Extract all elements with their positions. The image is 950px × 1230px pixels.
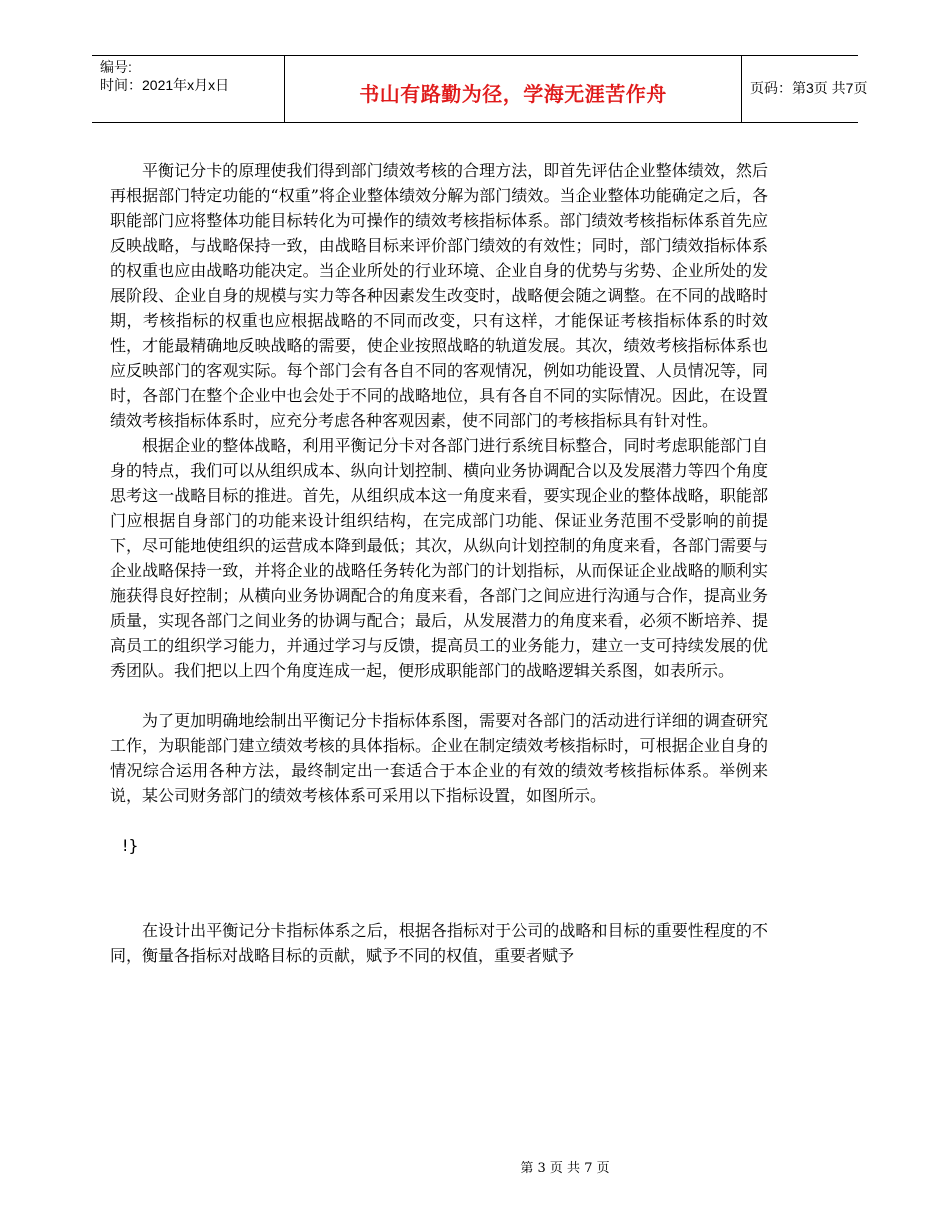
page-footer: 第 3 页 共 7 页 — [520, 1161, 610, 1176]
spacer — [110, 808, 768, 833]
paragraph: 平衡记分卡的原理使我们得到部门绩效考核的合理方法，即首先评估企业整体绩效，然后再根据部门特定功能的“权重”将企业整体绩效分解为部门绩效。当企业整体功能确定之后，各职能部门应将整体功能目标转化为可操作的绩效考核指标体系。部门绩效考核指标体系首先应反映战略，与战略保持一致，由战略目标来评价部门绩效的有效性；同时，部门绩效指标体系的权重也应由战略功能决定。当企业所处的行业环境、企业自身的优势与劣势、企业所处的发展阶段、企业自身的规模与实力等各种因素发生改变时，战略便会随之调整。在不同的战略时期，考核指标的权重也应根据战略的不同而改变，只有这样，才能保证考核指标体系的时效性，才能最精确地反映战略的需要，使企业按照战略的轨道发展。其次，绩效考核指标体系也应反映部门的客观实际。每个部门会有各自不同的客观情况，例如功能设置、人员情况等，同时，各部门在整个企业中也会处于不同的战略地位，具有各自不同的实际情况。因此，在设置绩效考核指标体系时，应充分考虑各种客观因素，使不同部门的考核指标具有针对性。 — [110, 161, 768, 430]
header-page-number: 页码：第3页 共7页 — [750, 80, 868, 96]
paragraph: 为了更加明确地绘制出平衡记分卡指标体系图，需要对各部门的活动进行详细的调查研究工作，为职能部门建立绩效考核的具体指标。企业在制定绩效考核指标时，可根据企业自身的情况综合运用各种方法，最终制定出一套适合于本企业的有效的绩效考核指标体系。举例来说，某公司财务部门的绩效考核体系可采用以下指标设置，如图所示。 — [110, 711, 768, 805]
spacer — [110, 858, 768, 918]
header-meta-cell — [92, 56, 285, 122]
paragraph: 在设计出平衡记分卡指标体系之后，根据各指标对于公司的战略和目标的重要性程度的不同，衡量各指标对战略目标的贡献，赋予不同的权值，重要者赋予 — [110, 921, 768, 965]
document-body — [110, 158, 768, 968]
motto-text: 书山有路勤为径，学海无涯苦作舟 — [359, 82, 667, 106]
page-header — [92, 55, 868, 123]
header-motto-cell — [285, 56, 742, 122]
paragraph: 根据企业的整体战略，利用平衡记分卡对各部门进行系统目标整合，同时考虑职能部门自身的特点，我们可以从组织成本、纵向计划控制、横向业务协调配合以及发展潜力等四个角度思考这一战略目标的推进。首先，从组织成本这一角度来看，要实现企业的整体战略，职能部门应根据自身部门的功能来设计组织结构，在完成部门功能、保证业务范围不受影响的前提下，尽可能地使组织的运营成本降到最低；其次，从纵向计划控制的角度来看，各部门需要与企业战略保持一致，并将企业的战略任务转化为部门的计划指标，从而保证企业战略的顺利实施获得良好控制；从横向业务协调配合的角度来看，各部门之间应进行沟通与合作，提高业务质量，实现各部门之间业务的协调与配合；最后，从发展潜力的角度来看，必须不断培养、提高员工的组织学习能力，并通过学习与反馈，提高员工的业务能力，建立一支可持续发展的优秀团队。我们把以上四个角度连成一起，便形成职能部门的战略逻辑关系图，如表所示。 — [110, 436, 768, 680]
date-label: 时间：2021年x月x日 — [100, 77, 230, 93]
broken-image-placeholder: !} — [122, 836, 139, 855]
serial-label: 编号: — [100, 59, 132, 75]
header-page-cell — [742, 56, 868, 122]
spacer — [110, 683, 768, 708]
